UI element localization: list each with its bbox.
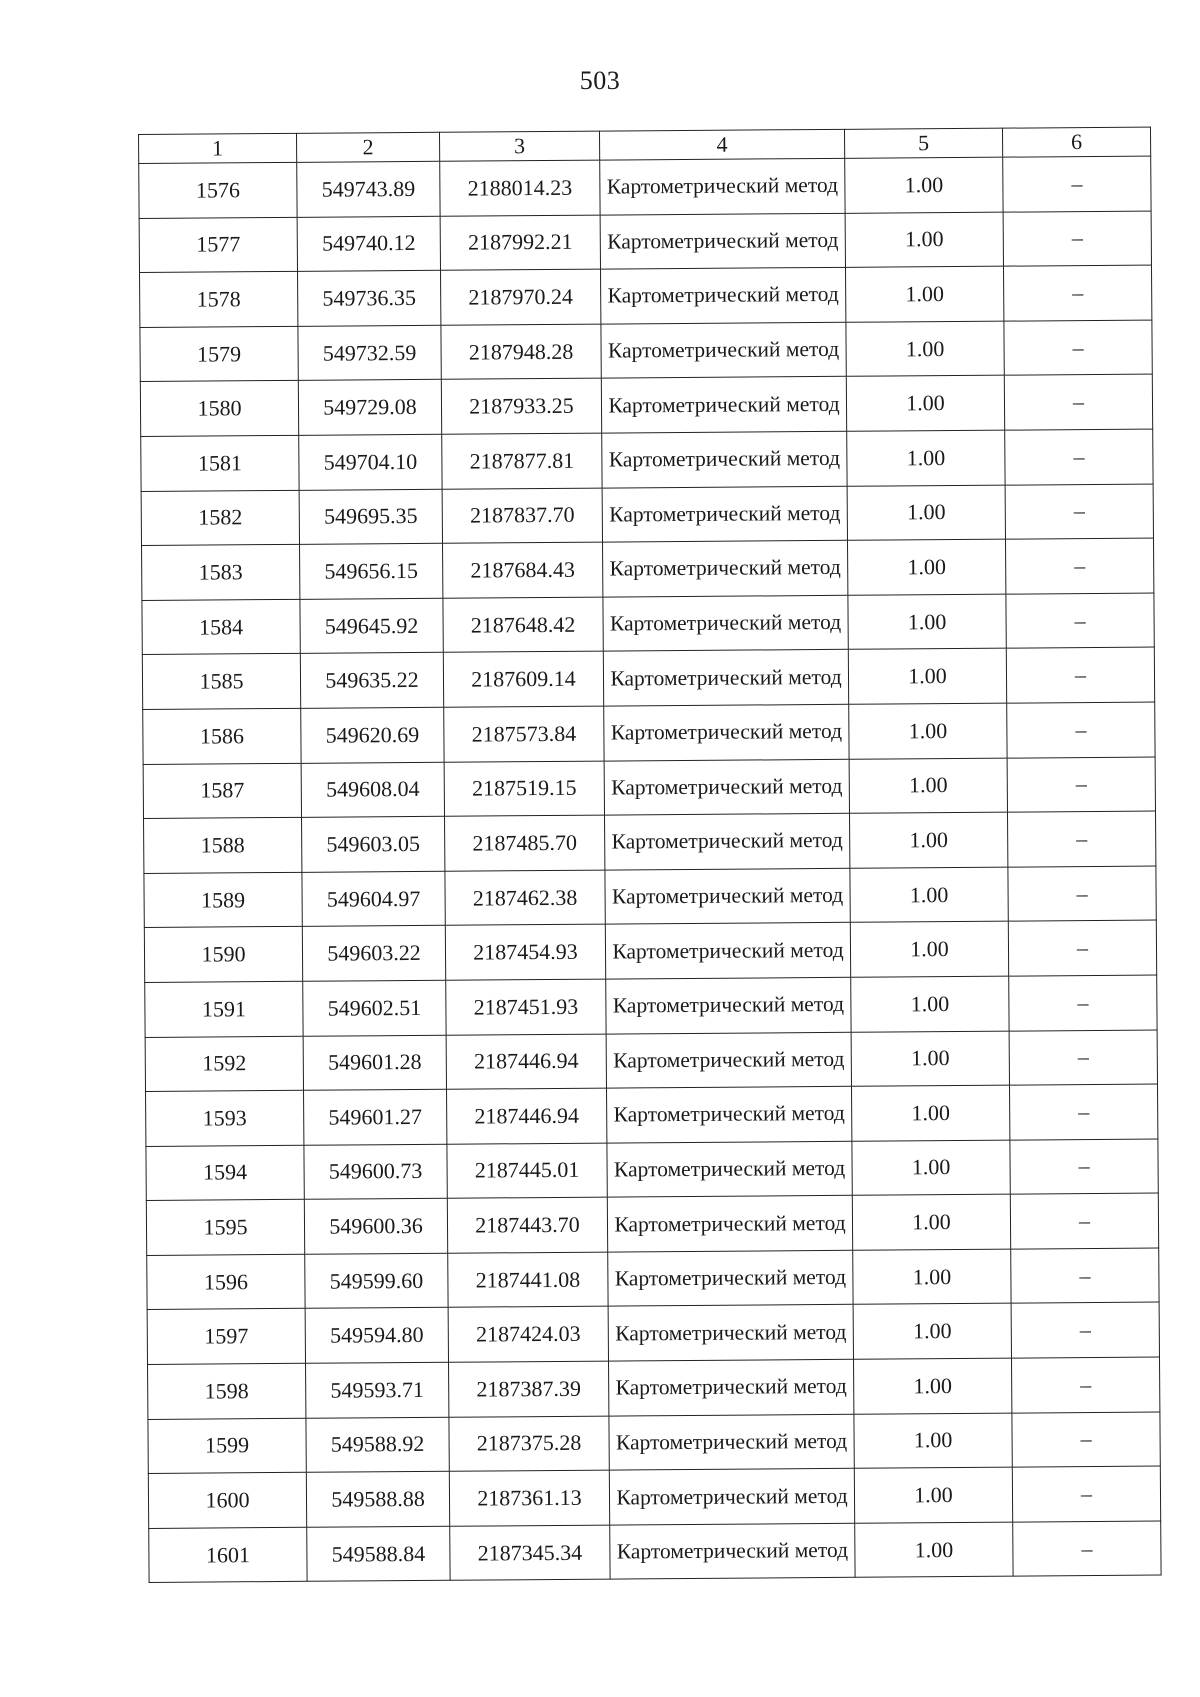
column-header: 6	[1002, 127, 1150, 157]
point-number-cell: 1583	[142, 544, 300, 600]
point-number-cell: 1595	[146, 1200, 304, 1256]
method-cell: Картометрический метод	[602, 431, 847, 487]
y-coordinate-cell: 2187609.14	[443, 651, 603, 707]
y-coordinate-cell: 2187446.94	[446, 1034, 606, 1090]
note-cell: –	[1005, 484, 1153, 540]
y-coordinate-cell: 2187443.70	[447, 1197, 607, 1253]
note-cell: –	[1011, 1248, 1159, 1304]
note-cell: –	[1006, 593, 1154, 649]
note-cell: –	[1013, 1521, 1161, 1577]
x-coordinate-cell: 549743.89	[297, 161, 440, 217]
y-coordinate-cell: 2187485.70	[445, 815, 605, 871]
note-cell: –	[1005, 429, 1153, 485]
method-cell: Картометрический метод	[610, 1523, 855, 1579]
accuracy-cell: 1.00	[855, 1522, 1013, 1578]
table-row	[147, 1303, 1159, 1365]
table-row	[145, 975, 1157, 1037]
table-row	[146, 1193, 1158, 1255]
y-coordinate-cell: 2187424.03	[448, 1307, 608, 1363]
y-coordinate-cell: 2187361.13	[449, 1470, 609, 1526]
x-coordinate-cell: 549588.88	[306, 1472, 449, 1528]
x-coordinate-cell: 549601.28	[303, 1035, 446, 1091]
point-number-cell: 1592	[145, 1036, 303, 1092]
accuracy-cell: 1.00	[851, 976, 1009, 1032]
y-coordinate-cell: 2187451.93	[446, 979, 606, 1035]
method-cell: Картометрический метод	[608, 1305, 853, 1361]
x-coordinate-cell: 549635.22	[300, 653, 443, 709]
y-coordinate-cell: 2187345.34	[450, 1525, 610, 1581]
point-number-cell: 1599	[148, 1418, 306, 1474]
table-row	[144, 811, 1156, 873]
y-coordinate-cell: 2188014.23	[440, 160, 600, 216]
y-coordinate-cell: 2187992.21	[440, 215, 600, 271]
accuracy-cell: 1.00	[852, 1140, 1010, 1196]
x-coordinate-cell: 549588.84	[307, 1526, 450, 1582]
point-number-cell: 1594	[146, 1145, 304, 1201]
x-coordinate-cell: 549740.12	[297, 216, 440, 272]
accuracy-cell: 1.00	[850, 867, 1008, 923]
y-coordinate-cell: 2187519.15	[444, 761, 604, 817]
accuracy-cell: 1.00	[845, 212, 1003, 268]
table-row	[141, 484, 1153, 546]
column-header: 5	[844, 128, 1002, 158]
point-number-cell: 1588	[144, 817, 302, 873]
method-cell: Картометрический метод	[601, 377, 846, 433]
y-coordinate-cell: 2187837.70	[442, 488, 602, 544]
page-number: 503	[579, 66, 621, 95]
y-coordinate-cell: 2187445.01	[447, 1143, 607, 1199]
accuracy-cell: 1.00	[847, 430, 1005, 486]
point-number-cell: 1597	[147, 1309, 305, 1365]
accuracy-cell: 1.00	[847, 539, 1005, 595]
accuracy-cell: 1.00	[852, 1194, 1010, 1250]
coordinates-table-container	[138, 127, 1161, 1584]
x-coordinate-cell: 549608.04	[301, 762, 444, 818]
y-coordinate-cell: 2187446.94	[447, 1088, 607, 1144]
y-coordinate-cell: 2187684.43	[443, 542, 603, 598]
method-cell: Картометрический метод	[601, 268, 846, 324]
table-row	[140, 374, 1152, 436]
point-number-cell: 1589	[144, 872, 302, 928]
table-row	[148, 1357, 1160, 1419]
point-number-cell: 1601	[149, 1527, 307, 1583]
table-row	[146, 1084, 1158, 1146]
y-coordinate-cell: 2187375.28	[449, 1416, 609, 1472]
note-cell: –	[1010, 1139, 1158, 1195]
accuracy-cell: 1.00	[850, 921, 1008, 977]
note-cell: –	[1004, 374, 1152, 430]
table-row	[144, 866, 1156, 928]
accuracy-cell: 1.00	[846, 376, 1004, 432]
y-coordinate-cell: 2187387.39	[449, 1361, 609, 1417]
x-coordinate-cell: 549604.97	[302, 871, 445, 927]
note-cell: –	[1003, 156, 1151, 212]
method-cell: Картометрический метод	[605, 923, 850, 979]
point-number-cell: 1576	[139, 162, 297, 218]
x-coordinate-cell: 549588.92	[306, 1417, 449, 1473]
table-row	[142, 647, 1154, 709]
table-row	[146, 1139, 1158, 1201]
note-cell: –	[1011, 1357, 1159, 1413]
x-coordinate-cell: 549594.80	[305, 1308, 448, 1364]
table-body	[139, 156, 1161, 1583]
point-number-cell: 1600	[148, 1473, 306, 1529]
y-coordinate-cell: 2187877.81	[442, 433, 602, 489]
point-number-cell: 1578	[140, 272, 298, 328]
accuracy-cell: 1.00	[849, 812, 1007, 868]
accuracy-cell: 1.00	[848, 594, 1006, 650]
note-cell: –	[1007, 757, 1155, 813]
point-number-cell: 1580	[140, 381, 298, 437]
method-cell: Картометрический метод	[601, 322, 846, 378]
point-number-cell: 1587	[143, 763, 301, 819]
table-row	[142, 593, 1154, 655]
table-row	[140, 320, 1152, 382]
note-cell: –	[1005, 538, 1153, 594]
note-cell: –	[1008, 866, 1156, 922]
point-number-cell: 1581	[141, 435, 299, 491]
y-coordinate-cell: 2187948.28	[441, 324, 601, 380]
x-coordinate-cell: 549603.05	[302, 816, 445, 872]
accuracy-cell: 1.00	[849, 758, 1007, 814]
method-cell: Картометрический метод	[605, 813, 850, 869]
method-cell: Картометрический метод	[606, 977, 851, 1033]
point-number-cell: 1598	[148, 1363, 306, 1419]
accuracy-cell: 1.00	[848, 648, 1006, 704]
point-number-cell: 1586	[143, 708, 301, 764]
accuracy-cell: 1.00	[853, 1249, 1011, 1305]
coordinates-table	[138, 127, 1162, 1584]
method-cell: Картометрический метод	[603, 650, 848, 706]
point-number-cell: 1591	[145, 981, 303, 1037]
x-coordinate-cell: 549600.73	[304, 1144, 447, 1200]
note-cell: –	[1009, 1084, 1157, 1140]
method-cell: Картометрический метод	[607, 1086, 852, 1142]
y-coordinate-cell: 2187462.38	[445, 870, 605, 926]
method-cell: Картометрический метод	[604, 704, 849, 760]
table-row	[140, 265, 1152, 327]
y-coordinate-cell: 2187454.93	[445, 924, 605, 980]
y-coordinate-cell: 2187573.84	[444, 706, 604, 762]
accuracy-cell: 1.00	[854, 1413, 1012, 1469]
accuracy-cell: 1.00	[854, 1467, 1012, 1523]
table-row	[148, 1412, 1160, 1474]
method-cell: Картометрический метод	[603, 595, 848, 651]
point-number-cell: 1593	[146, 1090, 304, 1146]
table-row	[147, 1248, 1159, 1310]
method-cell: Картометрический метод	[609, 1414, 854, 1470]
column-header: 3	[439, 131, 599, 161]
column-header: 1	[139, 133, 297, 163]
method-cell: Картометрический метод	[609, 1359, 854, 1415]
note-cell: –	[1004, 320, 1152, 376]
x-coordinate-cell: 549600.36	[304, 1199, 447, 1255]
table-row	[142, 538, 1154, 600]
point-number-cell: 1596	[147, 1254, 305, 1310]
x-coordinate-cell: 549695.35	[299, 489, 442, 545]
x-coordinate-cell: 549645.92	[300, 598, 443, 654]
column-header: 2	[296, 132, 439, 162]
note-cell: –	[1003, 211, 1151, 267]
table-row	[148, 1466, 1160, 1528]
note-cell: –	[1011, 1303, 1159, 1359]
note-cell: –	[1008, 920, 1156, 976]
method-cell: Картометрический метод	[600, 158, 845, 214]
x-coordinate-cell: 549736.35	[298, 270, 441, 326]
note-cell: –	[1012, 1412, 1160, 1468]
note-cell: –	[1012, 1466, 1160, 1522]
table-row	[149, 1521, 1161, 1583]
accuracy-cell: 1.00	[846, 321, 1004, 377]
table-row	[143, 702, 1155, 764]
note-cell: –	[1006, 647, 1154, 703]
note-cell: –	[1009, 975, 1157, 1031]
note-cell: –	[1009, 1030, 1157, 1086]
x-coordinate-cell: 549602.51	[303, 980, 446, 1036]
accuracy-cell: 1.00	[845, 266, 1003, 322]
method-cell: Картометрический метод	[609, 1469, 854, 1525]
accuracy-cell: 1.00	[854, 1358, 1012, 1414]
y-coordinate-cell: 2187648.42	[443, 597, 603, 653]
x-coordinate-cell: 549704.10	[299, 434, 442, 490]
method-cell: Картометрический метод	[607, 1141, 852, 1197]
point-number-cell: 1584	[142, 599, 300, 655]
method-cell: Картометрический метод	[607, 1196, 852, 1252]
x-coordinate-cell: 549656.15	[300, 543, 443, 599]
x-coordinate-cell: 549601.27	[304, 1089, 447, 1145]
table-row	[143, 757, 1155, 819]
y-coordinate-cell: 2187933.25	[441, 378, 601, 434]
method-cell: Картометрический метод	[608, 1250, 853, 1306]
note-cell: –	[1003, 265, 1151, 321]
method-cell: Картометрический метод	[604, 759, 849, 815]
x-coordinate-cell: 549620.69	[301, 707, 444, 763]
table-row	[141, 429, 1153, 491]
method-cell: Картометрический метод	[606, 1032, 851, 1088]
accuracy-cell: 1.00	[849, 703, 1007, 759]
accuracy-cell: 1.00	[851, 1031, 1009, 1087]
method-cell: Картометрический метод	[605, 868, 850, 924]
column-header: 4	[599, 129, 844, 160]
y-coordinate-cell: 2187970.24	[441, 269, 601, 325]
table-row	[139, 156, 1151, 218]
table-row	[145, 1030, 1157, 1092]
table-row	[139, 211, 1151, 273]
x-coordinate-cell: 549732.59	[298, 325, 441, 381]
method-cell: Картометрический метод	[600, 213, 845, 269]
x-coordinate-cell: 549593.71	[306, 1362, 449, 1418]
x-coordinate-cell: 549599.60	[305, 1253, 448, 1309]
accuracy-cell: 1.00	[847, 485, 1005, 541]
table-row	[144, 920, 1156, 982]
point-number-cell: 1582	[141, 490, 299, 546]
point-number-cell: 1585	[142, 654, 300, 710]
note-cell: –	[1010, 1193, 1158, 1249]
point-number-cell: 1590	[144, 927, 302, 983]
method-cell: Картометрический метод	[602, 486, 847, 542]
note-cell: –	[1007, 811, 1155, 867]
accuracy-cell: 1.00	[845, 157, 1003, 213]
point-number-cell: 1577	[139, 217, 297, 273]
accuracy-cell: 1.00	[853, 1304, 1011, 1360]
x-coordinate-cell: 549729.08	[298, 380, 441, 436]
y-coordinate-cell: 2187441.08	[448, 1252, 608, 1308]
point-number-cell: 1579	[140, 326, 298, 382]
x-coordinate-cell: 549603.22	[302, 926, 445, 982]
note-cell: –	[1007, 702, 1155, 758]
accuracy-cell: 1.00	[852, 1085, 1010, 1141]
method-cell: Картометрический метод	[603, 540, 848, 596]
